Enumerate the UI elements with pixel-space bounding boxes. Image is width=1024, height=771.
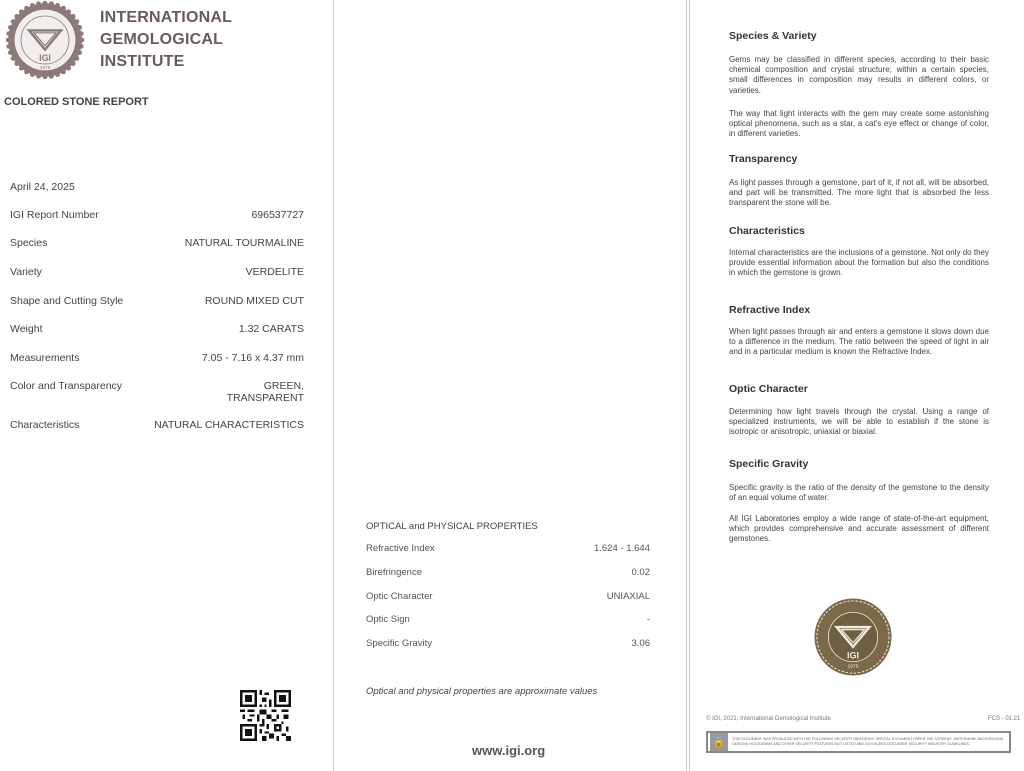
report-row-variety <box>10 266 304 278</box>
section-text: When light passes through air and enters a gemstone it slows down due to a difference in the medium. The ratio between the speed of light in air and in a particular medium is known the Refractive Index. <box>729 327 989 357</box>
qr-code[interactable] <box>240 690 291 741</box>
security-notice <box>706 731 1011 753</box>
panel-divider-3 <box>689 0 690 771</box>
report-title: COLORED STONE REPORT <box>4 96 149 108</box>
panel-divider-1 <box>333 0 334 771</box>
row-value-line: TRANSPARENT <box>226 392 304 404</box>
section-heading-refractive-index: Refractive Index <box>729 304 811 316</box>
seal-tooth <box>61 69 66 74</box>
section-heading-specific-gravity: Specific Gravity <box>729 458 809 470</box>
row-label: Variety <box>10 266 42 278</box>
report-row-number <box>10 209 304 221</box>
svg-text:1975: 1975 <box>847 664 859 670</box>
brand-name <box>100 7 232 73</box>
report-row-shape <box>10 295 304 307</box>
seal-tooth <box>19 66 24 71</box>
seal-tooth <box>36 74 41 79</box>
lock-icon: 🔒 <box>710 733 728 751</box>
seal-tooth <box>74 56 79 61</box>
seal-tooth <box>66 66 71 71</box>
section-heading-optic-character: Optic Character <box>729 383 808 395</box>
seal-tooth <box>6 38 11 43</box>
report-row-weight <box>10 323 304 335</box>
seal-tooth <box>24 69 29 74</box>
row-value: 0.02 <box>631 567 650 578</box>
seal-tooth <box>74 19 79 24</box>
approximate-values-note: Optical and physical properties are approximate values <box>366 686 598 697</box>
row-value: NATURAL CHARACTERISTICS <box>154 419 304 431</box>
row-value-line: GREEN, <box>263 380 304 392</box>
brand-line: GEMOLOGICAL <box>100 31 224 48</box>
seal-tooth <box>14 14 19 19</box>
seal-tooth <box>30 72 35 77</box>
row-label: Shape and Cutting Style <box>10 295 124 307</box>
section-text: Internal characteristics are the inclusions of a gemstone. Not only do they provide essential information about the formation but also the conditions in which the gemstone is grown. <box>729 248 989 278</box>
seal-tooth <box>8 50 13 55</box>
report-row-characteristics <box>10 419 304 431</box>
seal-tooth <box>79 44 84 49</box>
svg-text:1975: 1975 <box>39 65 51 71</box>
row-value: 3.06 <box>631 638 650 649</box>
seal-tooth <box>6 31 11 36</box>
row-value: VERDELITE <box>245 266 304 278</box>
seal-tooth <box>55 3 60 8</box>
copyright-text: © IGI, 2021, International Gemological Institute <box>706 716 831 722</box>
seal-tooth <box>71 14 76 19</box>
seal-tooth <box>79 31 84 36</box>
seal-tooth <box>11 56 16 61</box>
form-code: FCS - 01.21 <box>988 716 1021 722</box>
seal-tooth <box>71 61 76 66</box>
row-label: Color and Transparency <box>10 380 123 392</box>
row-label: Characteristics <box>10 419 80 431</box>
seal-tooth <box>8 25 13 30</box>
row-value <box>227 380 304 404</box>
svg-text:IGI: IGI <box>846 650 860 661</box>
seal-tooth <box>43 1 48 6</box>
row-label: Species <box>10 237 48 249</box>
section-heading-characteristics: Characteristics <box>729 225 805 237</box>
optical-row-optic-sign <box>366 614 650 625</box>
row-label: Refractive Index <box>366 543 435 554</box>
brand-line: INSTITUTE <box>100 53 185 70</box>
row-value: UNIAXIAL <box>606 591 650 602</box>
section-text: All IGI Laboratories employ a wide range of state-of-the-art equipment, which provides comprehensive and accurate assessment of different gemstones. <box>729 514 989 544</box>
row-value: NATURAL TOURMALINE <box>184 237 304 249</box>
row-value: 1.32 CARATS <box>238 323 304 335</box>
optical-row-optic-character <box>366 591 650 602</box>
section-heading-species-variety: Species & Variety <box>729 30 817 42</box>
seal-tooth <box>77 50 82 55</box>
optical-row-refractive-index <box>366 543 650 554</box>
section-text: Specific gravity is the ratio of the density of the gemstone to the density of an equal volume of water. <box>729 483 989 503</box>
report-row-species <box>10 237 304 249</box>
report-row-color <box>10 380 304 404</box>
seal-tooth <box>14 61 19 66</box>
row-label: Measurements <box>10 352 80 364</box>
row-label: Optic Sign <box>366 614 410 625</box>
seal-tooth <box>66 9 71 14</box>
website-link[interactable]: www.igi.org <box>472 743 546 758</box>
seal-tooth <box>55 72 60 77</box>
igi-gold-seal <box>810 596 896 678</box>
seal-tooth <box>30 3 35 8</box>
seal-tooth <box>19 9 24 14</box>
seal-tooth <box>6 44 11 49</box>
optical-properties-title: OPTICAL and PHYSICAL PROPERTIES <box>366 521 538 532</box>
panel-divider-2 <box>686 0 687 771</box>
row-value: ROUND MIXED CUT <box>204 295 304 307</box>
section-heading-transparency: Transparency <box>729 153 798 165</box>
section-text: Gems may be classified in different species, according to their basic chemical composition and crystal structure; within a certain species, small differences in composition may results in different colors, or varieties. <box>729 55 989 95</box>
optical-row-birefringence <box>366 567 650 578</box>
report-date: April 24, 2025 <box>10 181 75 193</box>
igi-seal-logo <box>2 0 88 80</box>
seal-tooth <box>79 38 84 43</box>
seal-tooth <box>61 6 66 11</box>
seal-tooth <box>36 1 41 6</box>
seal-tooth <box>11 19 16 24</box>
row-label: Optic Character <box>366 591 433 602</box>
security-text: THIS DOCUMENT WAS PRODUCED WITH THE FOLLOWING SECURITY MEASURES: SPECIAL DOCUMENT PAPER, INK SCREENS, WATERMARK BACKGROUND DESIGNS HOLOGRAMS AND OTHER SECURITY FEATURES NOT LISTED AND DO EXCEED DOCUMENT SECURITY INDUSTRY GUIDELINES. <box>732 737 1004 746</box>
row-label: Birefringence <box>366 567 422 578</box>
row-value: 1.624 - 1.644 <box>594 543 650 554</box>
row-value: 7.05 - 7.16 x 4.37 mm <box>201 352 304 364</box>
row-label: IGI Report Number <box>10 209 99 221</box>
svg-text:IGI: IGI <box>39 52 51 63</box>
row-label: Specific Gravity <box>366 638 432 649</box>
section-text: Determining how light travels through the crystal. Using a range of specialized instruments, we will be able to establish if the stone is isotropic or anisotropic, uniaxial or biaxial. <box>729 407 989 437</box>
section-text: The way that light interacts with the gem may create some astonishing optical phenomena, such as a star, a cat's eye effect or change of color, in different varieties. <box>729 109 989 139</box>
seal-tooth <box>43 74 48 79</box>
row-value: - <box>646 614 650 625</box>
row-value: 696537727 <box>251 209 304 221</box>
row-label: Weight <box>10 323 43 335</box>
brand-line: INTERNATIONAL <box>100 9 233 26</box>
seal-tooth <box>49 74 54 79</box>
section-text: As light passes through a gemstone, part of it, if not all, will be absorbed, and part will be transmitted. The more light that is absorbed the less transparent the stone will be. <box>729 178 989 208</box>
seal-tooth <box>49 1 54 6</box>
seal-tooth <box>24 6 29 11</box>
seal-tooth <box>77 25 82 30</box>
report-row-measurements <box>10 352 304 364</box>
optical-row-specific-gravity <box>366 638 650 649</box>
